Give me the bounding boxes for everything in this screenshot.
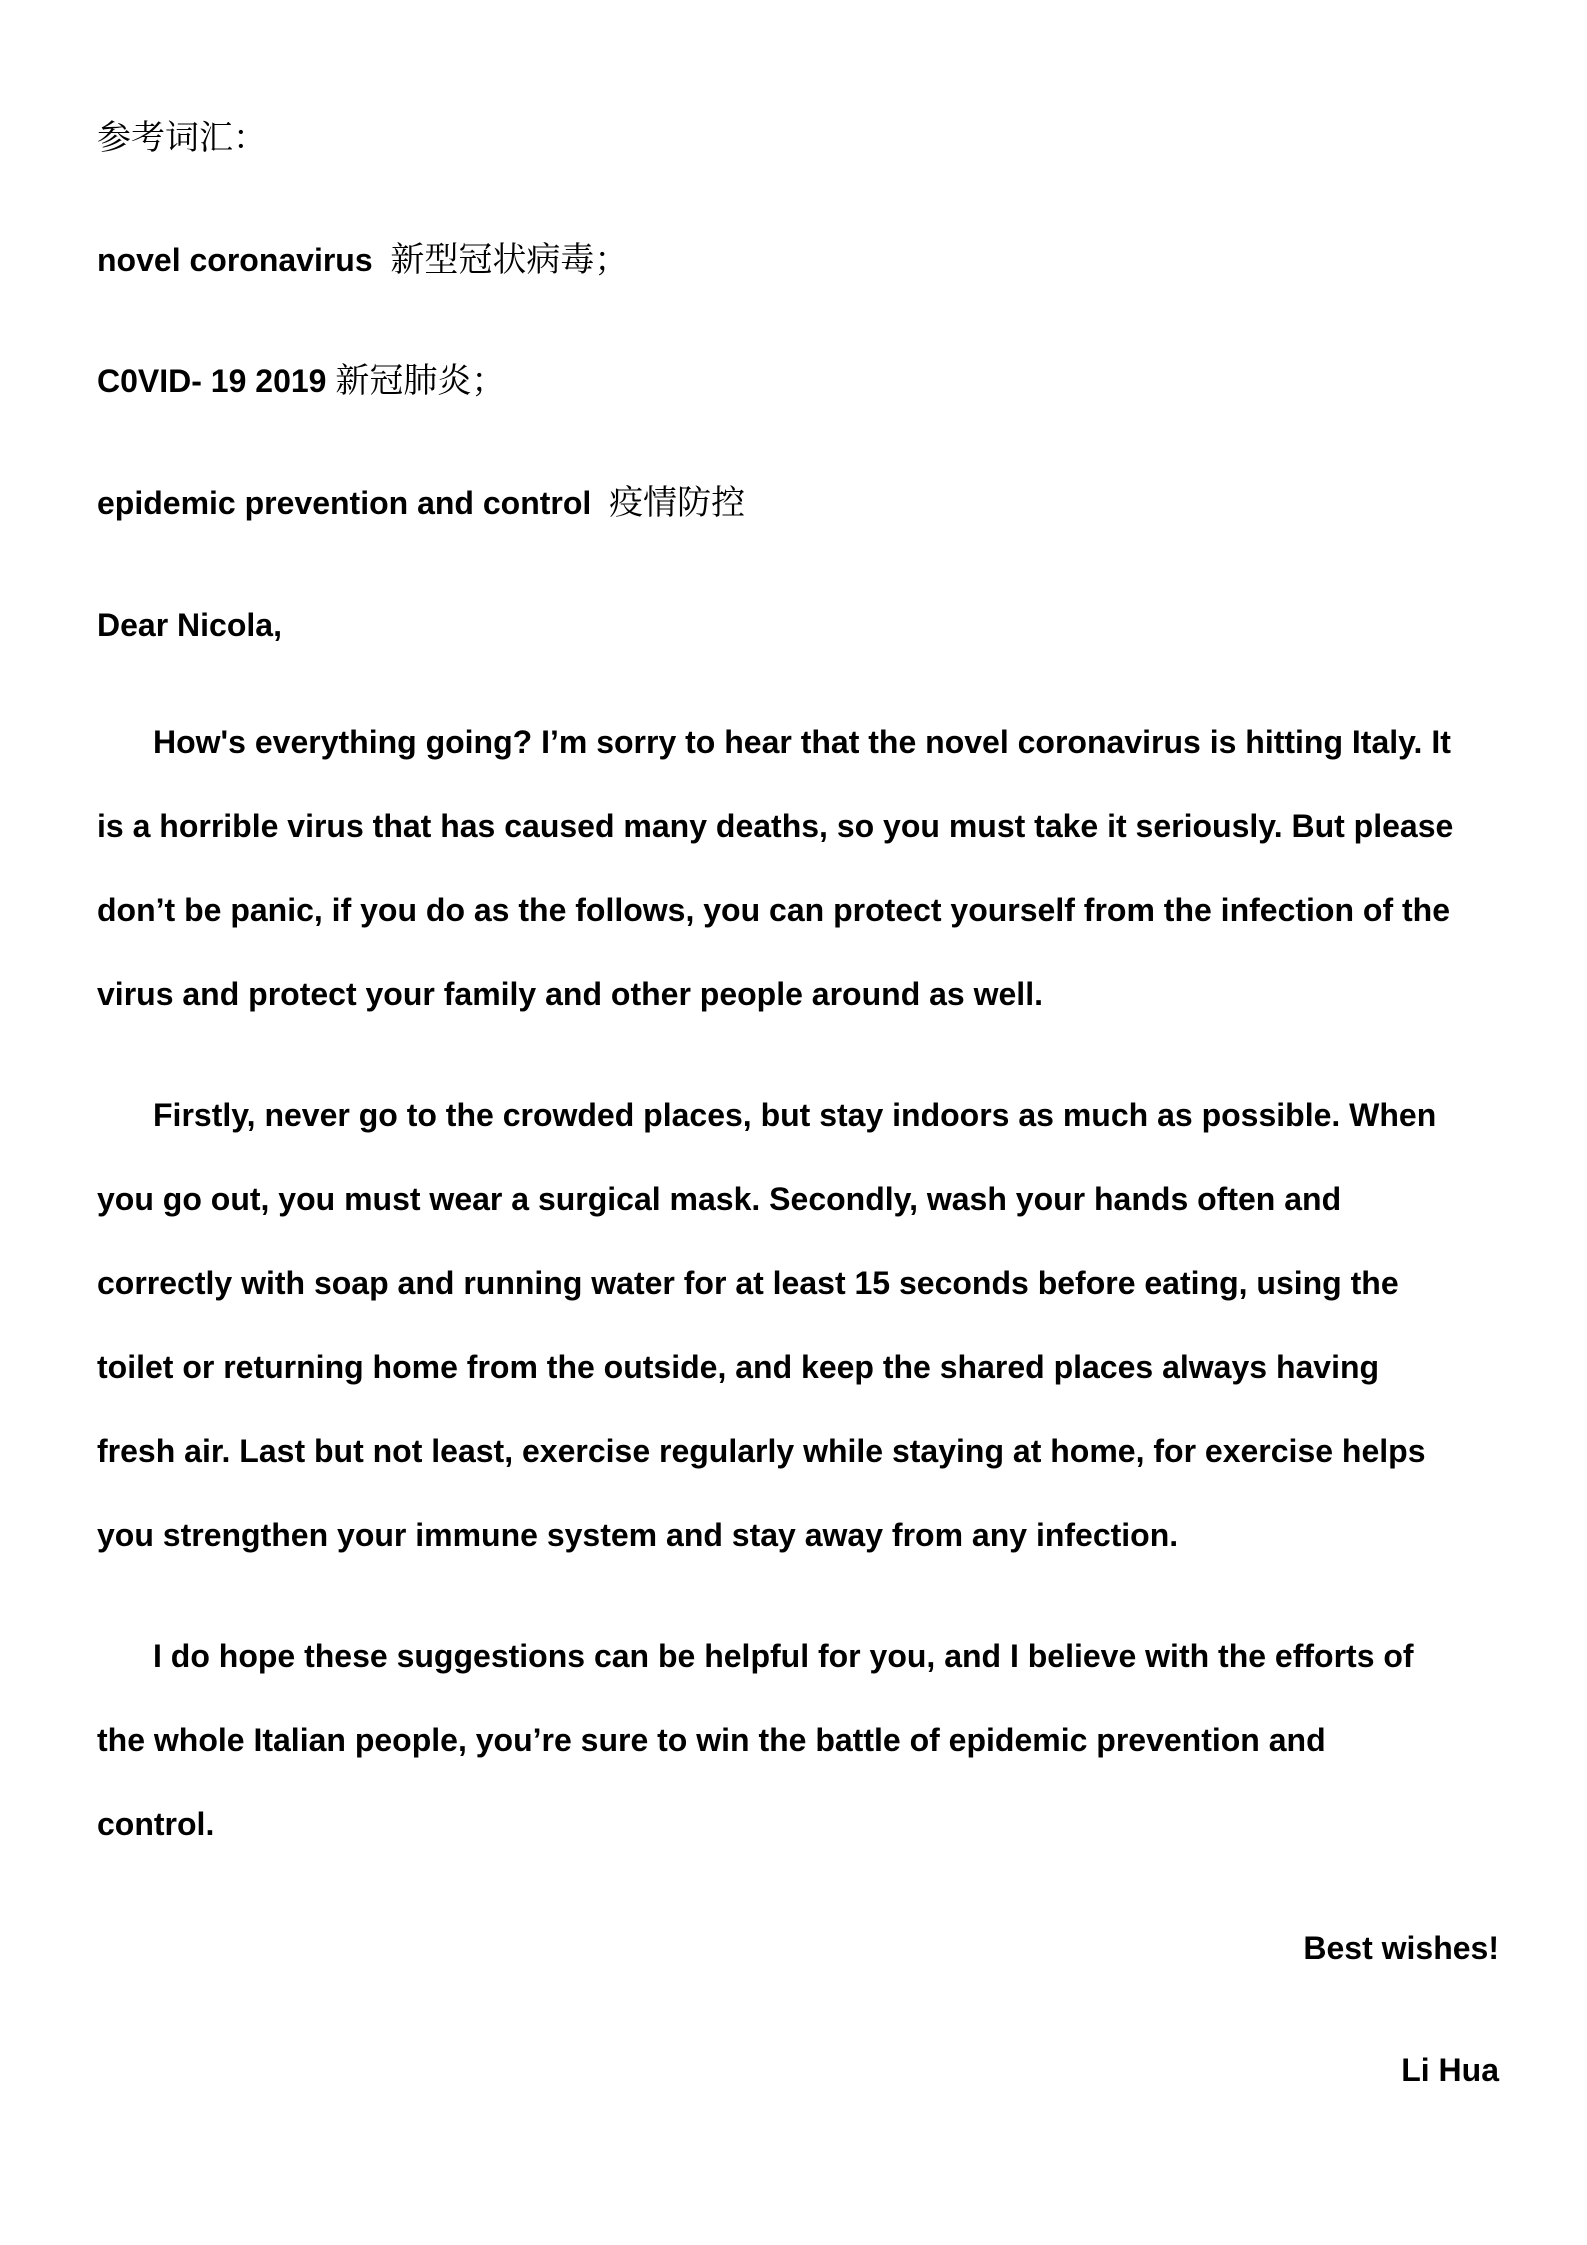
- paragraph-line: the whole Italian people, you’re sure to win the battle of epidemic prevention and: [97, 1722, 1326, 1758]
- paragraph-line: don’t be panic, if you do as the follows, you can protect yourself from the infection of the: [97, 892, 1450, 928]
- letter-closing: Best wishes!: [1303, 1930, 1499, 1966]
- vocab-term-zh: 新冠肺炎；: [335, 361, 506, 401]
- vocab-term-en: novel coronavirus: [97, 242, 373, 278]
- paragraph-line: is a horrible virus that has caused many deaths, so you must take it seriously. But please: [97, 808, 1454, 844]
- paragraph-line: fresh air. Last but not least, exercise regularly while staying at home, for exercise helps: [97, 1433, 1426, 1469]
- vocab-heading: 参考词汇：: [97, 118, 267, 158]
- letter-paragraph: [97, 1073, 1497, 1577]
- vocab-item: [97, 361, 505, 401]
- paragraph-line: virus and protect your family and other people around as well.: [97, 976, 1043, 1012]
- vocab-term-zh: 疫情防控: [609, 483, 746, 523]
- vocab-term-en: epidemic prevention and control: [97, 485, 592, 521]
- letter-paragraph: [97, 1614, 1497, 1866]
- paragraph-line: you strengthen your immune system and stay away from any infection.: [97, 1517, 1179, 1553]
- vocab-term-zh: 新型冠状病毒；: [390, 240, 629, 280]
- vocab-item: [97, 483, 745, 523]
- paragraph-line: you go out, you must wear a surgical mask. Secondly, wash your hands often and: [97, 1181, 1342, 1217]
- paragraph-line: I do hope these suggestions can be helpful for you, and I believe with the efforts of: [153, 1638, 1414, 1674]
- letter-signature: Li Hua: [1401, 2052, 1499, 2088]
- paragraph-line: correctly with soap and running water for at least 15 seconds before eating, using the: [97, 1265, 1399, 1301]
- letter-paragraph: [97, 700, 1497, 1036]
- vocab-item: [97, 240, 628, 280]
- paragraph-line: Firstly, never go to the crowded places, but stay indoors as much as possible. When: [153, 1097, 1437, 1133]
- paragraph-line: How's everything going? I’m sorry to hear that the novel coronavirus is hitting Italy. It: [153, 724, 1451, 760]
- vocab-term-en: C0VID- 19 2019: [97, 363, 327, 399]
- paragraph-line: toilet or returning home from the outside, and keep the shared places always having: [97, 1349, 1380, 1385]
- paragraph-line: control.: [97, 1806, 215, 1842]
- letter-salutation: Dear Nicola,: [97, 607, 282, 643]
